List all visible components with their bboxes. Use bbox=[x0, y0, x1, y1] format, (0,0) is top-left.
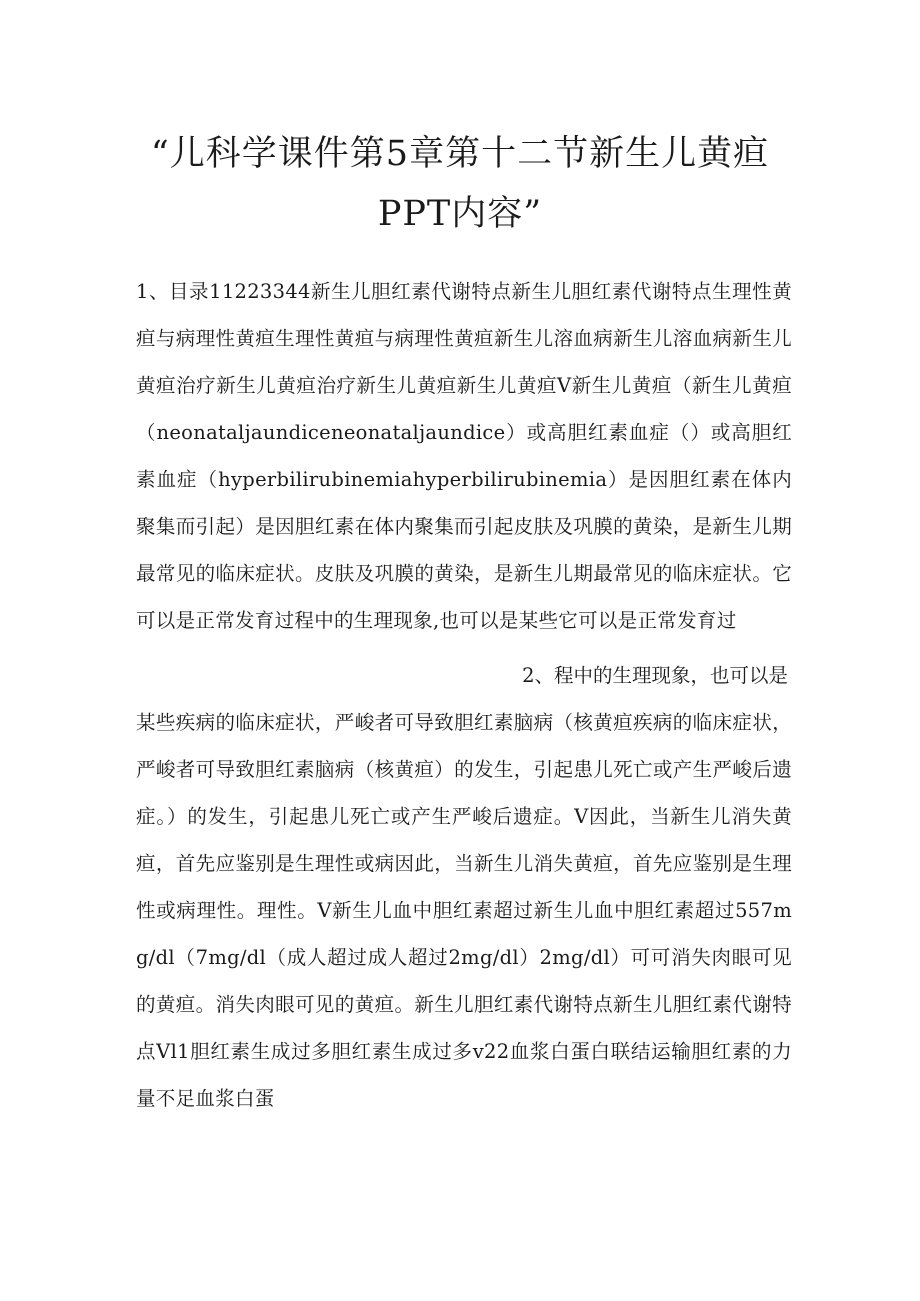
document-title-line-2: PPT内容” bbox=[377, 194, 543, 234]
body-paragraph-2: 某些疾病的临床症状，严峻者可导致胆红素脑病（核黄疸疾病的临床症状，严峻者可导致胆红素脑病（核黄疸）的发生，引起患儿死亡或产生严峻后遗症。）的发生，引起患儿死亡或产生严峻后遗症。V因此，当新生儿消失黄疸，首先应鉴别是生理性或病因此，当新生儿消失黄疸，首先应鉴别是生理性或病理性。理性。V新生儿血中胆红素超过新生儿血中胆红素超过557mg∕dl（7mg∕dl（成人超过成人超过2mg∕dl）2mg∕dl）可可消失肉眼可见的黄疸。消失肉眼可见的黄疸。新生儿胆红素代谢特点新生儿胆红素代谢特点Vl1胆红素生成过多胆红素生成过多v22血浆白蛋白联结运输胆红素的力量不足血浆白蛋 bbox=[136, 711, 792, 1110]
body-paragraph-2-lead: 2、程中的生理现象，也可以是 bbox=[522, 664, 788, 687]
body-paragraph-1: 1、目录11223344新生儿胆红素代谢特点新生儿胆红素代谢特点生理性黄疸与病理性黄疸生理性黄疸与病理性黄疸新生儿溶血病新生儿溶血病新生儿黄疸治疗新生儿黄疸治疗新生儿黄疸新生儿黄疸V新生儿黄疸（新生儿黄疸（neonataljaundiceneonataljaundice）或高胆红素血症（）或高胆红素血症（hyperbilirubinemiahyperbilirubinemia）是因胆红素在体内聚集而引起）是因胆红素在体内聚集而引起皮肤及巩膜的黄染，是新生儿期最常见的临床症状。皮肤及巩膜的黄染，是新生儿期最常见的临床症状。它可以是正常发育过程中的生理现象,也可以是某些它可以是正常发育过 bbox=[136, 280, 792, 632]
document-title-line-1: “儿科学课件第5章第十二节新生儿黄疸 bbox=[150, 134, 770, 174]
